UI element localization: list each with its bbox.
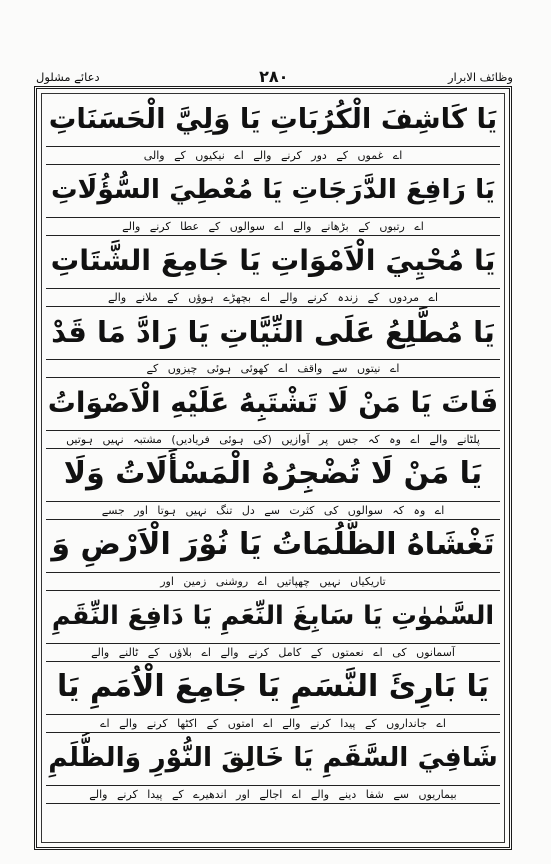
arabic-text: يَا بَارِئَ النَّسَمِ يَا جَامِعَ الْاُمَمِ يَا xyxy=(56,669,490,704)
urdu-translation: تاریکیاں نہیں چھپاتیں اے روشنی زمین اور xyxy=(46,572,500,591)
arabic-text: السَّمٰوٰتِ يَا سَابِغَ النِّعَمِ يَا دَافِعَ النِّقَمِ xyxy=(51,601,495,631)
urdu-translation: اے نیتوں سے واقف اے کھوئی ہوئی چیزوں کے xyxy=(46,359,500,378)
arabic-text: شَافِيَ السَّقَمِ يَا خَالِقَ النُّوْرِ وَالظُّلَمِ xyxy=(48,742,498,773)
urdu-translation: اے جانداروں کے پیدا کرنے والے اے امتوں کے اکٹھا کرنے والے اے xyxy=(46,714,500,733)
arabic-text: تَغْشَاهُ الظُّلُمَاتُ يَا نُوْرَ الْاَرْضِ وَ xyxy=(51,527,495,562)
arabic-text: يَا رَافِعَ الدَّرَجَاتِ يَا مُعْطِيَ السُّؤُلَاتِ xyxy=(51,174,495,205)
section-title: دعائے مشلول xyxy=(36,70,100,84)
urdu-translation: اے غموں کے دور کرنے والے اے نیکیوں کے والی xyxy=(46,146,500,165)
arabic-text: يَا مَنْ لَا تُضْجِرُهُ الْمَسْأَلَاتُ وَلَا xyxy=(63,456,483,491)
urdu-translation: پلٹانے والے اے وہ کہ جس پر آوازیں (کی ہوئی فریادیں) مشتبہ نہیں ہوتیں xyxy=(46,430,500,449)
arabic-text: يَا كَاشِفَ الْكُرُبَاتِ يَا وَلِيَّ الْحَسَنَاتِ xyxy=(48,103,498,135)
arabic-text: يَا مُحْيِيَ الْاَمْوَاتِ يَا جَامِعَ الشَّتَاتِ xyxy=(50,244,496,277)
urdu-translation: آسمانوں کی اے نعمتوں کے کامل کرنے والے اے بلاؤں کے ٹالنے والے xyxy=(46,643,500,662)
text-frame-inner xyxy=(41,93,505,843)
page-header xyxy=(36,58,513,84)
arabic-text: يَا مُطَّلِعُ عَلَى النِّيَّاتِ يَا رَادَّ مَا قَدْ xyxy=(51,315,495,349)
page-number: ۲۸۰ xyxy=(259,67,289,86)
arabic-text: فَاتَ يَا مَنْ لَا تَشْتَبِهُ عَلَيْهِ الْاَصْوَاتُ xyxy=(48,386,498,419)
urdu-translation: اے رتبوں کے بڑھانے والے اے سوالوں کے عطا کرنے والے xyxy=(46,217,500,236)
book-title: وظائف الابرار xyxy=(447,70,513,84)
urdu-translation: اے وہ کہ سوالوں کی کثرت سے دل تنگ نہیں ہوتا اور جسے xyxy=(46,501,500,520)
text-frame xyxy=(34,86,512,850)
urdu-translation: اے مردوں کے زندہ کرنے والے اے بچھڑے ہوؤں کے ملانے والے xyxy=(46,288,500,307)
urdu-translation: بیماریوں سے شفا دینے والے اے اجالے اور اندھیرے کے پیدا کرنے والے xyxy=(46,785,500,804)
